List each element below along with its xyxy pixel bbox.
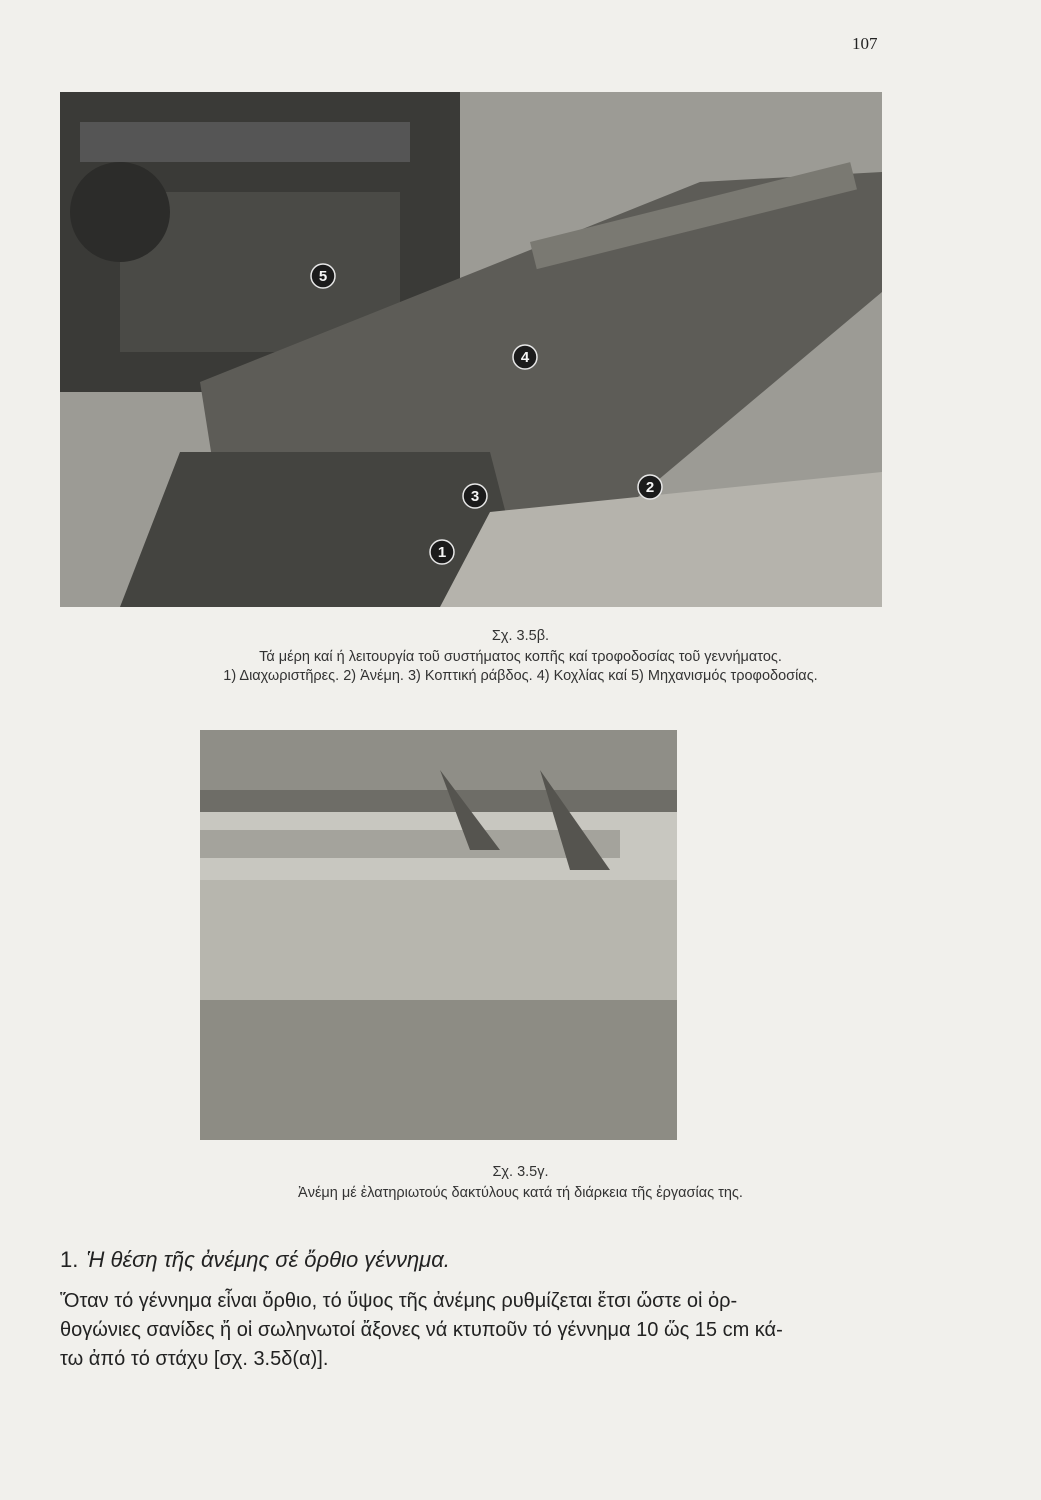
paragraph-line-2: θογώνιες σανίδες ἤ οἱ σωληνωτοί ἄξονες νά κτυποῦν τό γέννημα 10 ὥς 15 cm κά- — [60, 1319, 783, 1341]
svg-text:2: 2 — [645, 479, 655, 496]
figure-1-caption-line-2: 1) Διαχωριστῆρες. 2) Ἀνέμη. 3) Κοπτική ράβδος. 4) Κοχλίας καί 5) Μηχανισμός τροφοδοσίας. — [223, 668, 818, 684]
figure-1-caption-line-1: Τά μέρη καί ή λειτουργία τοῦ συστήματος κοπῆς καί τροφοδοσίας τοῦ γεννήματος. — [259, 649, 782, 665]
callout-5 — [311, 264, 335, 288]
harvester-header-photo — [60, 92, 882, 607]
body-paragraph — [60, 1287, 915, 1374]
figure-2-caption-text: Ἀνέμη μέ ἐλατηριωτούς δακτύλους κατά τή διάρκεια τῆς ἐργασίας της. — [298, 1185, 743, 1201]
figure-1-label: Σχ. 3.5β. — [491, 628, 550, 644]
svg-text:1: 1 — [437, 544, 447, 561]
paragraph-line-1: Ὅταν τό γέννημα εἶναι ὄρθιο, τό ὕψος τῆς ἀνέμης ρυθμίζεται ἔτσι ὥστε οἱ ὀρ- — [60, 1290, 738, 1312]
svg-text:4: 4 — [520, 349, 530, 366]
callout-4 — [513, 345, 537, 369]
page-number: 107 — [852, 34, 878, 53]
callout-2 — [638, 475, 662, 499]
svg-text:3: 3 — [470, 488, 480, 505]
section-number: 1. — [60, 1247, 79, 1272]
figure-1-caption — [0, 628, 1041, 687]
callout-1 — [430, 540, 454, 564]
paragraph-line-3: τω ἀπό τό στάχυ [σχ. 3.5δ(α)]. — [60, 1348, 329, 1370]
figure-2-caption — [0, 1164, 1041, 1204]
reel-in-field-photo — [200, 730, 677, 1140]
svg-text:5: 5 — [318, 268, 328, 285]
section-title: Ἡ θέση τῆς ἀνέμης σέ ὄρθιο γέννημα. — [86, 1247, 450, 1272]
callout-3 — [463, 484, 487, 508]
figure-2-label: Σχ. 3.5γ. — [492, 1164, 549, 1180]
section-heading — [60, 1247, 960, 1273]
